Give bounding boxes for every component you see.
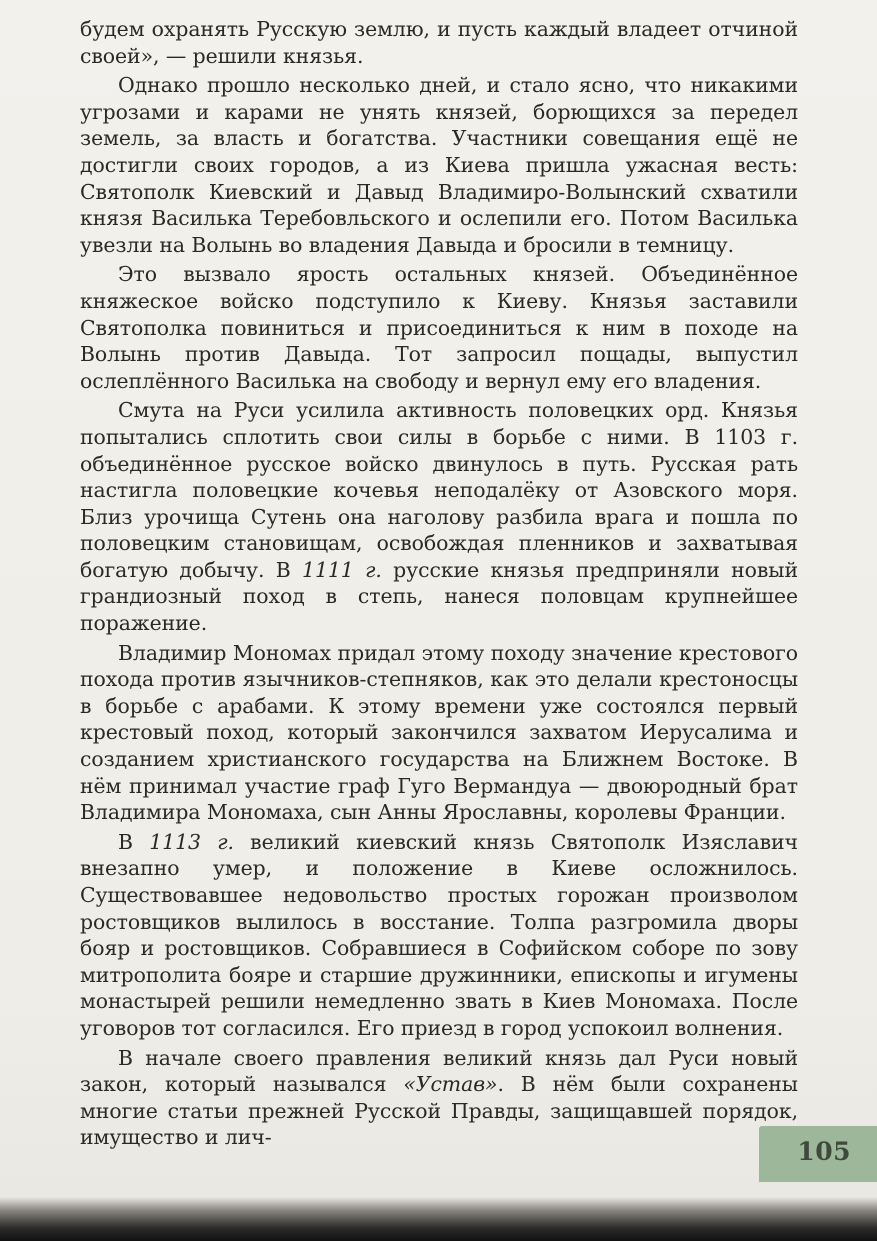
paragraph-4-text-a: Смута на Руси усилила активность половецких орд. Князья попытались сплотить свои силы в борьбе с ними. В 1103 г. объединённое русское войско двинулось в путь. Русская рать настигла половецкие кочевья неподалёку от Азовского моря. Близ урочища Сутень она наголову разбила врага и пошла по половецким становищам, освобождая пленников и захватывая богатую добычу. В [80,398,798,582]
paragraph-7-text-b: . В нём были сохранены многие статьи прежней Русской Правды, защищавшей порядок, имущество и лич- [80,1072,798,1150]
paragraph-4-text-b: русские князья предприняли новый грандиозный поход в степь, нанеся половцам крупнейшее поражение. [80,557,799,636]
paragraph-4 [80,397,798,636]
paragraph-3: Это вызвало ярость остальных князей. Объединённое княжеское войско подступило к Киеву. Князья заставили Святополка повиниться и присоединиться к ним в походе на Волынь против Давыда. Тот запросил пощады, выпустил ослеплённого Василька на свободу и вернул ему его владения. [80,262,798,393]
paragraph-7 [80,1045,798,1151]
year-1113: 1113 г. [149,829,234,854]
paragraph-6-text-a: В [118,829,150,854]
body-text [80,16,798,1154]
paragraph-2: Однако прошло несколько дней, и стало ясно, что никакими угрозами и карами не унять князей, борющихся за передел земель, за власть и богатства. Участники совещания ещё не достигли своих городов, а из Киева пришла ужасная весть: Святополк Киевский и Давыд Владимиро-Волынский схватили князя Василька Теребовльского и ослепили его. Потом Василька увезли на Волынь во владения Давыда и бросили в темницу. [80,73,798,257]
ustav-title: «Устав» [403,1072,498,1097]
paragraph-5: Владимир Мономах придал этому походу значение крестового похода против язычников-степняков, как это делали крестоносцы в борьбе с арабами. К этому времени уже состоялся первый крестовый поход, который закончился захватом Иерусалима и созданием христианского государства на Ближнем Востоке. В нём принимал участие граф Гуго Вермандуа — двоюродный брат Владимира Мономаха, сын Анны Ярославны, королевы Франции. [80,640,798,825]
paragraph-6-text-b: великий киевский князь Святополк Изяславич внезапно умер, и положение в Киеве осложнилось. Существовавшее недовольство простых горожан произволом ростовщиков вылилось в восстание. Толпа разгромила дворы бояр и ростовщиков. Собравшиеся в Софийском соборе по зову митрополита бояре и старшие дружинники, епископы и игумены монастырей решили немедленно звать в Киев Мономаха. После уговоров тот согласился. Его приезд в город успокоил волнения. [80,829,798,1040]
paragraph-6 [80,829,798,1042]
scan-bottom-shadow [0,1197,877,1241]
page-number: 105 [797,1137,851,1166]
paragraph-1: будем охранять Русскую землю, и пусть каждый владеет отчиной своей», — решили князья. [80,17,798,68]
paragraph-7-text-a: В начале своего правления великий князь дал Руси новый закон, который назывался [80,1045,798,1097]
year-1111: 1111 г. [302,557,382,582]
